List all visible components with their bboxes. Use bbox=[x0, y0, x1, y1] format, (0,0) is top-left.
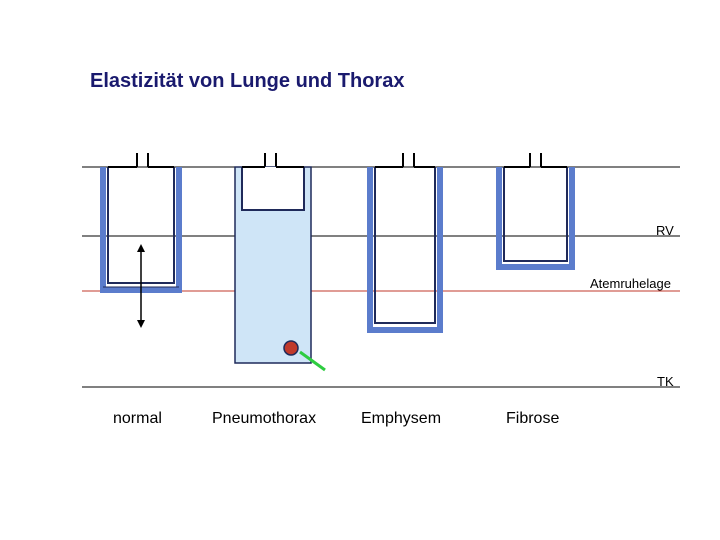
caption-emphysem: Emphysem bbox=[361, 410, 442, 427]
vessel-fibrose bbox=[499, 153, 572, 267]
vessel-pneumothorax bbox=[235, 153, 325, 370]
caption-pneumothorax: Pneumothorax bbox=[212, 410, 317, 427]
caption-normal: normal bbox=[113, 410, 162, 427]
caption-fibrose: Fibrose bbox=[506, 410, 560, 427]
atemruhelage-label: Atemruhelage bbox=[590, 276, 671, 291]
tk-label: TK bbox=[657, 374, 674, 389]
leak-dot bbox=[284, 341, 298, 355]
page-title: Elastizität von Lunge und Thorax bbox=[90, 70, 405, 92]
rv-label: RV bbox=[656, 223, 674, 238]
vessel-emphysem bbox=[370, 153, 440, 330]
elasticity-arrow-icon bbox=[137, 244, 145, 328]
